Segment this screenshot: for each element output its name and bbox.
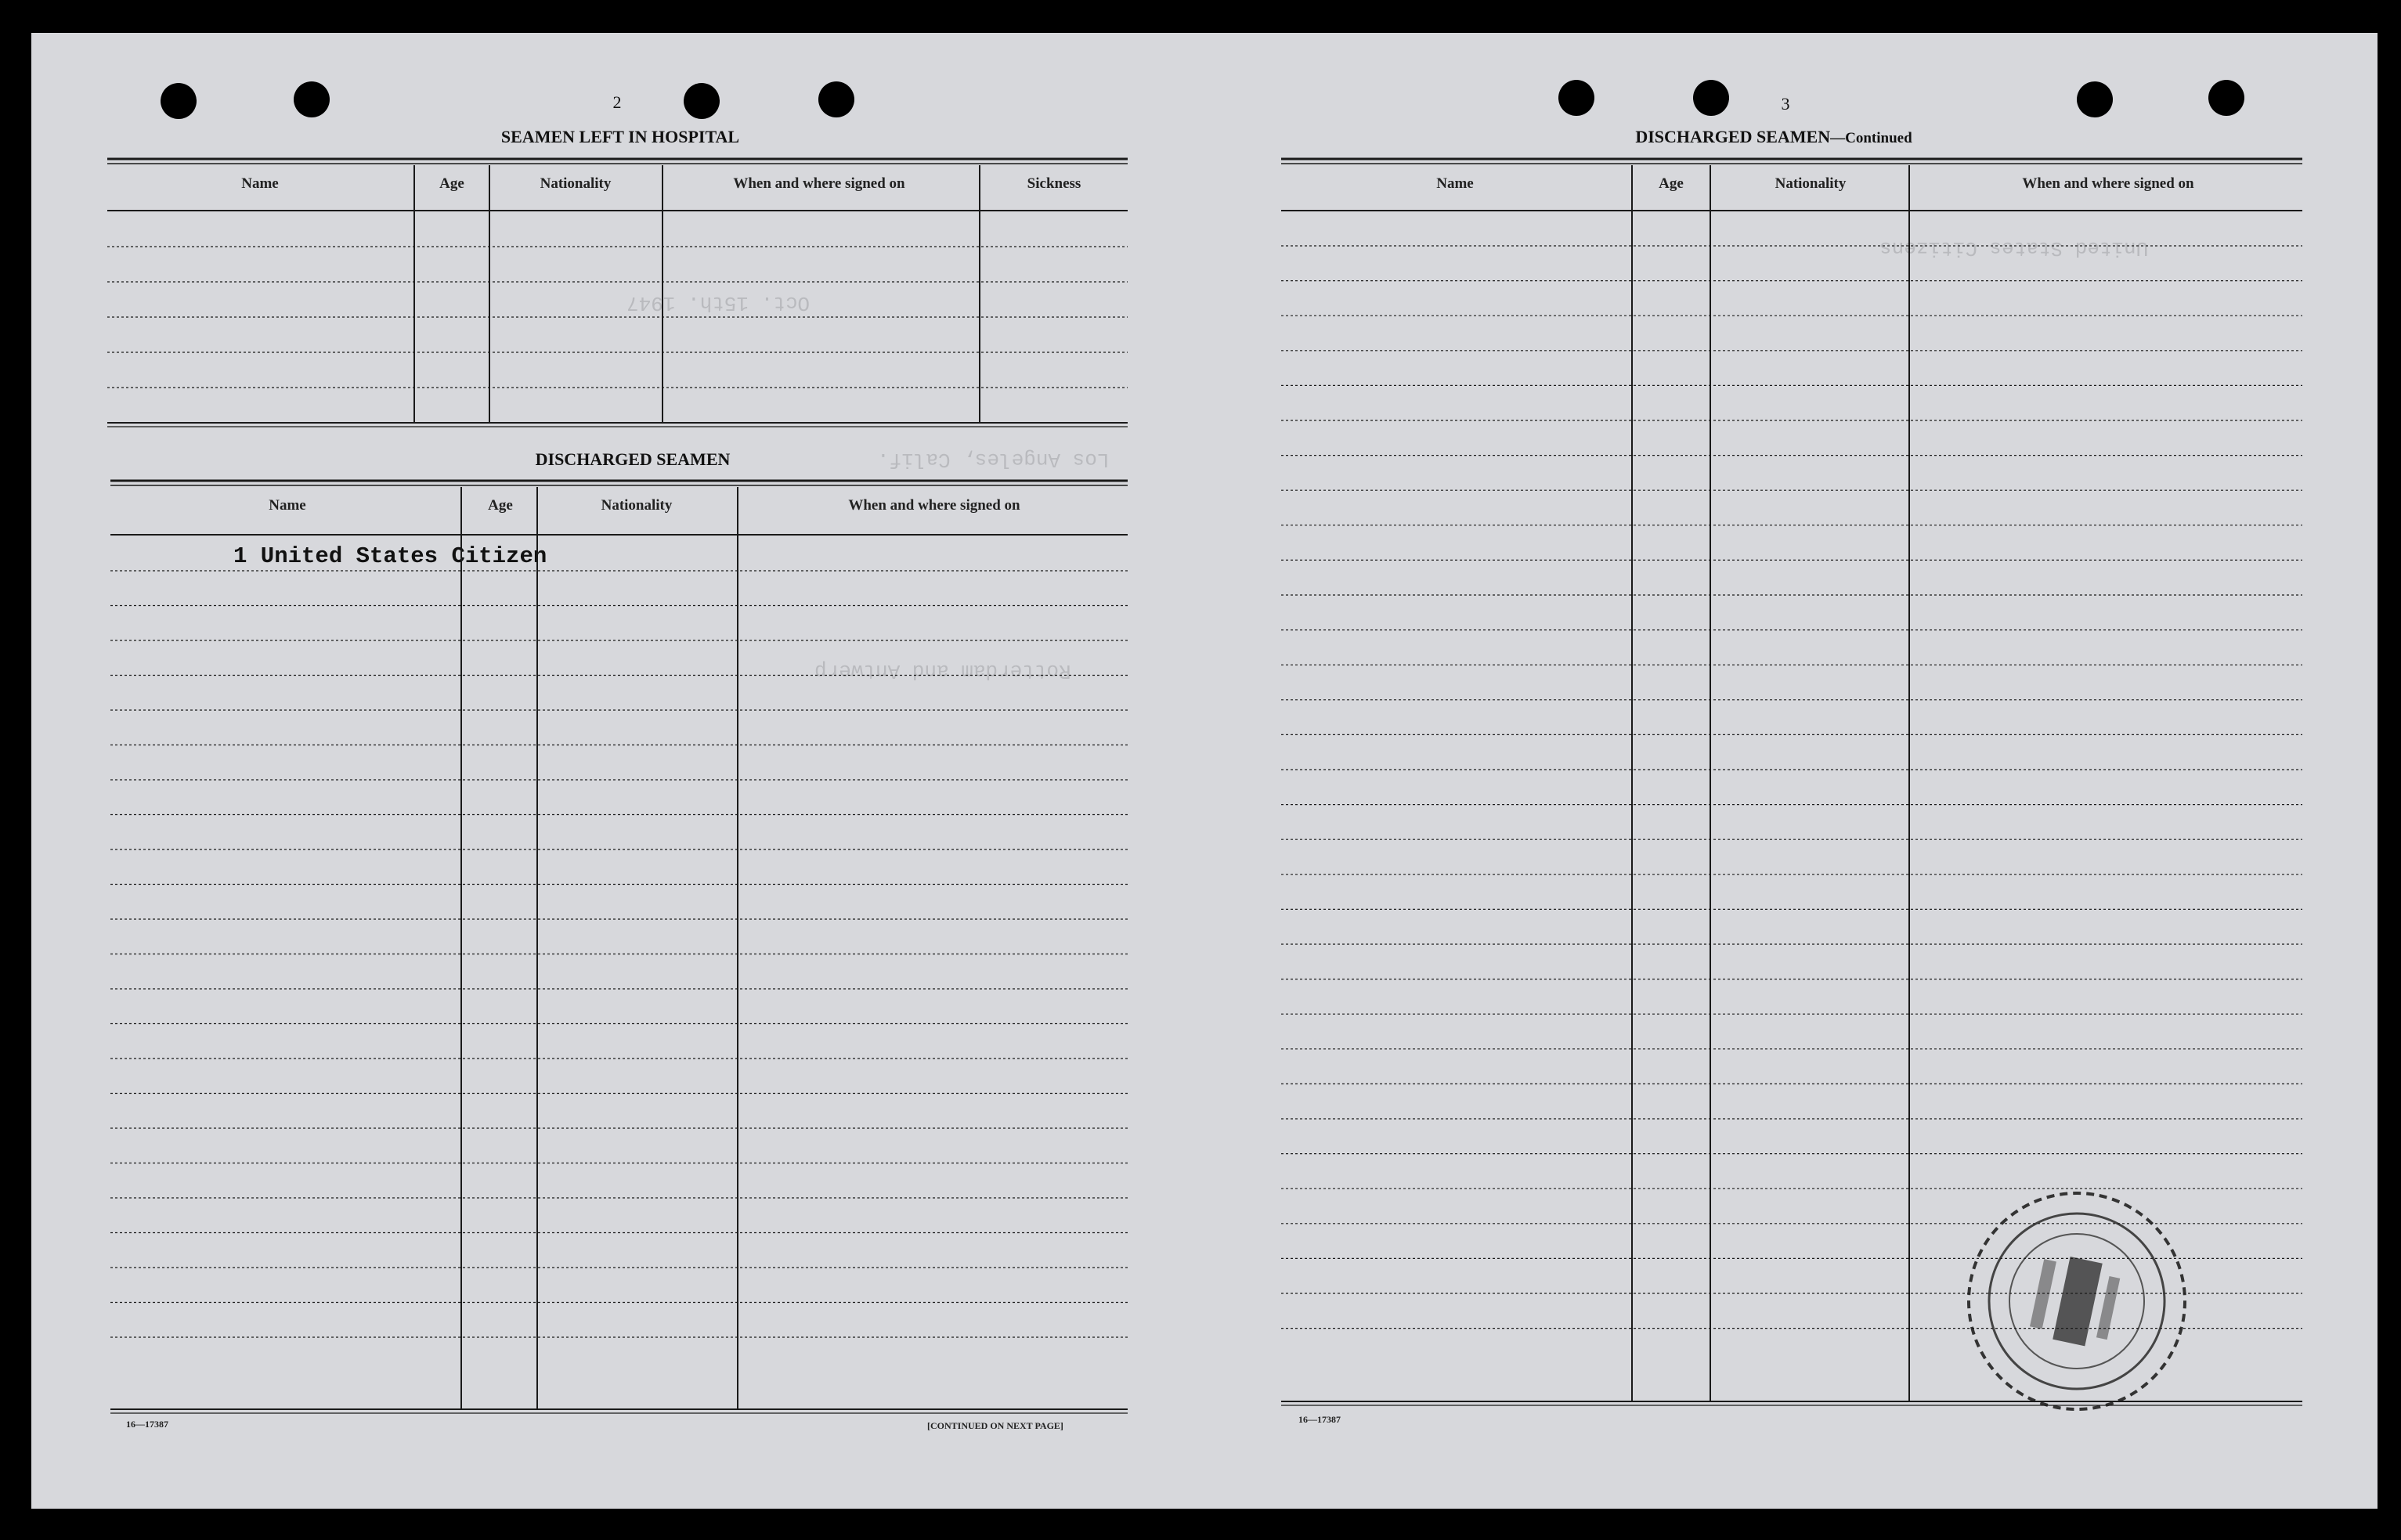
continued-header-nationality: Nationality xyxy=(1775,175,1847,192)
form-number-left: 16—17387 xyxy=(126,1419,168,1430)
bleed-through-mark: United States Citizens xyxy=(1879,236,2149,260)
bleed-through-mark: Rotterdam and Antwerp xyxy=(814,659,1071,683)
hospital-header-age: Age xyxy=(439,175,464,192)
discharged-header-signed-on: When and where signed on xyxy=(848,497,1020,514)
continued-header-age: Age xyxy=(1659,175,1684,192)
discharged-section-title: DISCHARGED SEAMEN xyxy=(535,449,731,469)
hospital-header-sickness: Sickness xyxy=(1027,175,1081,192)
discharged-header-name: Name xyxy=(269,497,306,514)
typed-entry-united-states-citizen: 1 United States Citizen xyxy=(233,543,547,569)
discharged-continued-title-suffix: —Continued xyxy=(1830,130,1912,146)
discharged-header-age: Age xyxy=(488,497,513,514)
page-number-right: 3 xyxy=(1781,94,1790,114)
continued-header-signed-on: When and where signed on xyxy=(2022,175,2194,192)
hospital-header-signed-on: When and where signed on xyxy=(733,175,905,192)
discharged-header-nationality: Nationality xyxy=(601,497,673,514)
page-number-left: 2 xyxy=(612,92,622,112)
discharged-continued-title-main: DISCHARGED SEAMEN xyxy=(1635,127,1831,146)
bleed-through-mark: Oct. 15th. 1947 xyxy=(626,291,811,315)
hospital-header-name: Name xyxy=(241,175,279,192)
continued-header-name: Name xyxy=(1436,175,1474,192)
continued-note: [CONTINUED ON NEXT PAGE] xyxy=(927,1420,1063,1431)
form-number-right: 16—17387 xyxy=(1298,1414,1341,1425)
hospital-section-title: SEAMEN LEFT IN HOSPITAL xyxy=(500,127,740,146)
hospital-header-nationality: Nationality xyxy=(540,175,612,192)
bleed-through-mark: Los Angeles, Calif. xyxy=(877,448,1110,471)
